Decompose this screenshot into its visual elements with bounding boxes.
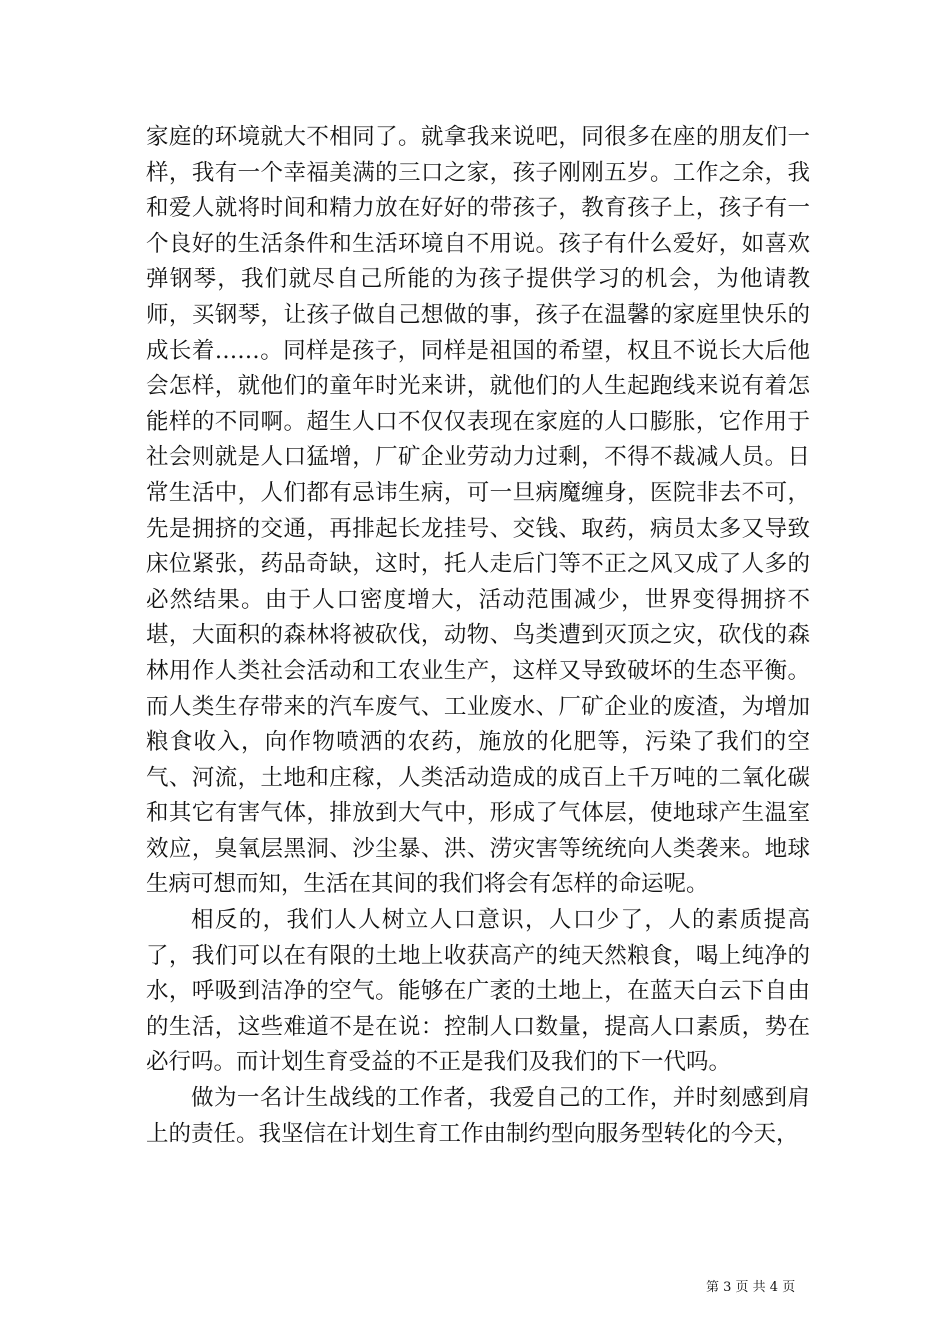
body-text — [146, 120, 810, 1152]
paragraph-continuation: 家庭的环境就大不相同了。就拿我来说吧，同很多在座的朋友们一样，我有一个幸福美满的三口之家，孩子刚刚五岁。工作之余，我和爱人就将时间和精力放在好好的带孩子，教育孩子上，孩子有一个良好的生活条件和生活环境自不用说。孩子有什么爱好，如喜欢弹钢琴，我们就尽自己所能的为孩子提供学习的机会，为他请教师，买钢琴，让孩子做自己想做的事，孩子在温馨的家庭里快乐的成长着……。同样是孩子，同样是祖国的希望，权且不说长大后他会怎样，就他们的童年时光来讲，就他们的人生起跑线来说有着怎能样的不同啊。超生人口不仅仅表现在家庭的人口膨胀，它作用于社会则就是人口猛增，厂矿企业劳动力过剩，不得不裁减人员。日常生活中，人们都有忌讳生病，可一旦病魔缠身，医院非去不可，先是拥挤的交通，再排起长龙挂号、交钱、取药，病员太多又导致床位紧张，药品奇缺，这时，托人走后门等不正之风又成了人多的必然结果。由于人口密度增大，活动范围减少，世界变得拥挤不堪，大面积的森林将被砍伐，动物、鸟类遭到灭顶之灾，砍伐的森林用作人类社会活动和工农业生产，这样又导致破坏的生态平衡。而人类生存带来的汽车废气、工业废水、厂矿企业的废渣，为增加粮食收入，向作物喷洒的农药，施放的化肥等，污染了我们的空气、河流，土地和庄稼，人类活动造成的成百上千万吨的二氧化碳和其它有害气体，排放到大气中，形成了气体层，使地球产生温室效应，臭氧层黑洞、沙尘暴、洪、涝灾害等统统向人类袭来。地球生病可想而知，生活在其间的我们将会有怎样的命运呢。 — [146, 124, 810, 898]
paragraph-worker-responsibility: 做为一名计生战线的工作者，我爱自己的工作，并时刻感到肩上的责任。我坚信在计划生育工作由制约型向服务型转化的今天， — [146, 1085, 810, 1147]
page-number: 第 3 页 共 4 页 — [706, 1280, 796, 1295]
paragraph-population-awareness: 相反的，我们人人树立人口意识，人口少了，人的素质提高了，我们可以在有限的土地上收获高产的纯天然粮食，喝上纯净的水，呼吸到洁净的空气。能够在广袤的土地上，在蓝天白云下自由的生活，这些难道不是在说：控制人口数量，提高人口素质，势在必行吗。而计划生育受益的不正是我们及我们的下一代吗。 — [146, 907, 810, 1076]
